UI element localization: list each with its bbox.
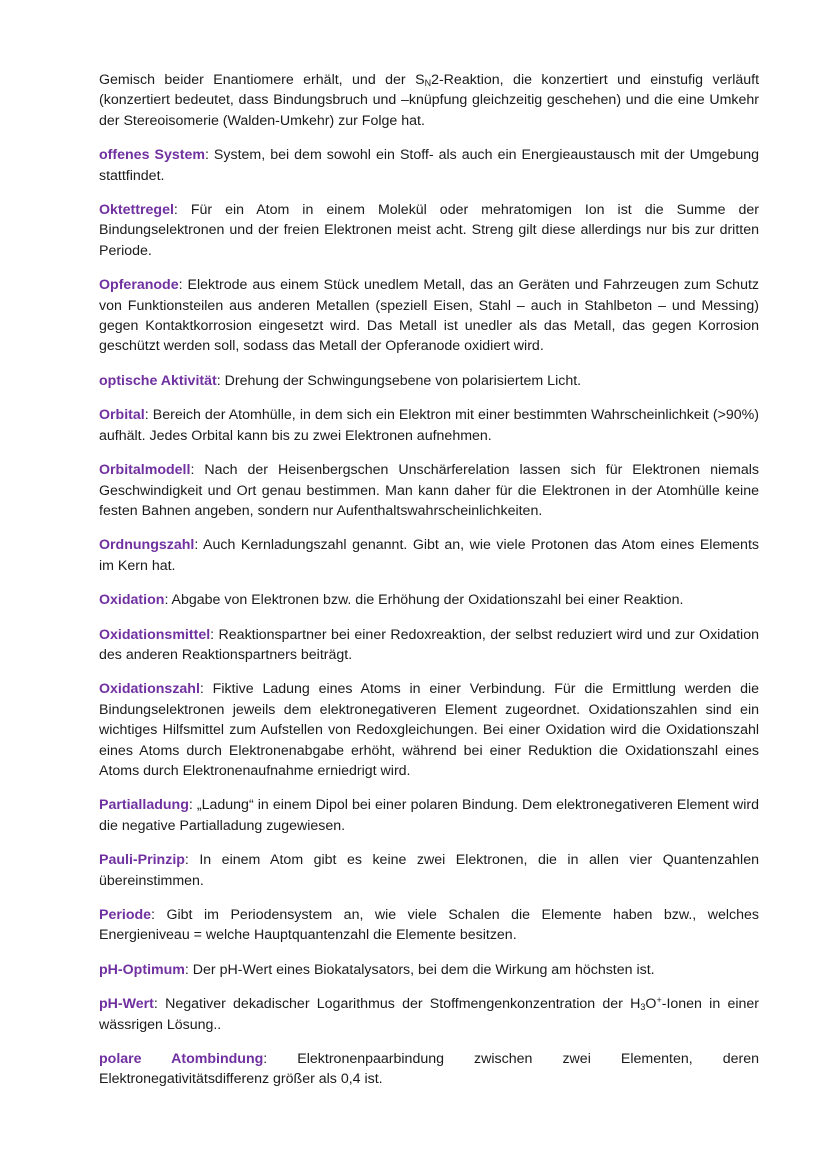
entry-term: Pauli-Prinzip — [99, 852, 185, 869]
entry-definition: : System, bei dem sowohl ein Stoff- als auch ein Energieaustausch mit der Umgebung stattfindet. — [99, 147, 760, 184]
glossary-entry — [99, 371, 759, 391]
entry-definition-part1: : Negativer dekadischer Logarithmus der Stoffmengenkonzentration der H — [153, 996, 641, 1013]
entry-definition: : Auch Kernladungszahl genannt. Gibt an, wie viele Protonen das Atom eines Elements im Kern hat. — [99, 537, 759, 574]
entry-term: Ordnungszahl — [99, 537, 195, 554]
glossary-entry — [99, 850, 759, 891]
intro-paragraph — [99, 70, 759, 131]
intro-subscript: N — [424, 78, 432, 88]
h3o-oxygen: O — [645, 996, 657, 1013]
entry-definition: : Bereich der Atomhülle, in dem sich ein Elektron mit einer bestimmten Wahrscheinlichkeit (>90%) aufhält. Jedes Orbital kann bis zu zwei Elektronen aufnehmen. — [99, 407, 759, 444]
glossary-entry — [99, 905, 759, 946]
intro-text-part1: Gemisch beider Enantiomere erhält, und der S — [99, 72, 425, 88]
entry-term: polare Atombindung — [99, 1051, 264, 1068]
entry-definition: : Der pH-Wert eines Biokatalysators, bei dem die Wirkung am höchsten ist. — [184, 961, 655, 978]
entry-definition-part2: -Ionen in einer wässrigen Lösung.. — [99, 996, 759, 1033]
glossary-entry — [99, 625, 759, 666]
entry-definition: : Reaktionspartner bei einer Redoxreaktion, der selbst reduziert wird und zur Oxidation des anderen Reaktionspartners beiträgt. — [99, 626, 759, 663]
intro-text-part2: 2-Reaktion, die konzertiert und einstufig verläuft (konzertiert bedeutet, dass Bindungsbruch und –knüpfung gleichzeitig geschehen) und die eine Umkehr der Stereoisomerie (Walden-Umkehr) zur Folge hat. — [99, 72, 760, 129]
entry-term: optische Aktivität — [99, 372, 217, 389]
h3o-superscript: + — [656, 995, 662, 1006]
glossary-page — [99, 70, 759, 1104]
entry-definition: : Fiktive Ladung eines Atoms in einer Verbindung. Für die Ermittlung werden die Bindungselektronen jeweils dem elektronegativeren Element zugeordnet. Oxidationszahlen sind ein wichtiges Hilfsmittel zum Aufstellen von Redoxgleichungen. Bei einer Oxidation wird die Oxidationszahl eines Atoms durch Elektronenabgabe erhöht, während bei einer Reduktion die Oxidationszahl eines Atoms durch Elektronenaufnahme erniedrigt wird. — [99, 681, 759, 779]
glossary-entries — [99, 145, 759, 980]
entry-term: Partialladung — [99, 797, 189, 814]
entry-term: Oxidationszahl — [99, 681, 200, 698]
entry-term: Orbitalmodell — [99, 462, 191, 479]
entry-term: Oxidationsmittel — [99, 626, 211, 643]
entry-term: pH-Wert — [99, 996, 154, 1013]
entry-term: offenes System — [99, 147, 205, 164]
entry-definition: : Drehung der Schwingungsebene von polarisiertem Licht. — [216, 372, 582, 389]
entry-term: Periode — [99, 907, 152, 923]
entry-term: Oxidation — [99, 592, 165, 609]
entry-term: Opferanode — [99, 277, 179, 294]
entry-definition: : Nach der Heisenbergschen Unschärferelation lassen sich für Elektronen niemals Geschwindigkeit und Ort genau bestimmen. Man kann daher für die Elektronen in der Atomhülle keine festen Bahnen angeben, sondern nur Aufenthaltswahrscheinlichkeiten. — [99, 462, 759, 519]
glossary-entry — [99, 460, 759, 521]
h3o-subscript: 3 — [640, 1002, 646, 1013]
entry-term: pH-Optimum — [99, 961, 185, 978]
entry-definition: : Elektrode aus einem Stück unedlem Metall, das an Geräten und Fahrzeugen zum Schutz von Funktionsteilen aus anderen Metallen (speziell Eisen, Stahl – auch in Stahlbeton – und Messing) gegen Kontaktkorrosion eingesetzt wird. Das Metall ist unedler als das Metall, das gegen Korrosion geschützt werden soll, sodass das Metall der Opferanode oxidiert wird. — [99, 277, 759, 355]
glossary-entry — [99, 200, 759, 261]
glossary-entry-polare-atombindung — [99, 1049, 759, 1090]
entry-definition: : Für ein Atom in einem Molekül oder mehratomigen Ion ist die Summe der Bindungselektronen und der freien Elektronen meist acht. Streng gilt diese allerdings nur bis zur dritten Periode. — [99, 202, 759, 259]
entry-definition: : Gibt im Periodensystem an, wie viele Schalen die Elemente haben bzw., welches Energieniveau = welche Hauptquantenzahl die Elemente besitzen. — [99, 907, 759, 944]
glossary-entry — [99, 795, 759, 836]
entry-definition: : „Ladung“ in einem Dipol bei einer polaren Bindung. Dem elektronegativeren Element wird die negative Partialladung zugewiesen. — [99, 797, 759, 834]
entry-definition: : Elektronenpaarbindung zwischen zwei Elementen, deren Elektronegativitätsdifferenz größer als 0,4 ist. — [99, 1051, 759, 1088]
entry-term: Orbital — [99, 407, 145, 424]
entry-definition: : In einem Atom gibt es keine zwei Elektronen, die in allen vier Quantenzahlen übereinstimmen. — [99, 852, 759, 889]
glossary-entry — [99, 535, 759, 576]
glossary-entry — [99, 679, 759, 781]
glossary-entry — [99, 405, 759, 446]
glossary-entry — [99, 145, 759, 186]
glossary-entry — [99, 590, 759, 610]
glossary-entry — [99, 960, 759, 980]
entry-term: Oktettregel — [99, 202, 174, 219]
entry-definition: : Abgabe von Elektronen bzw. die Erhöhung der Oxidationszahl bei einer Reaktion. — [164, 592, 684, 609]
glossary-entry — [99, 275, 759, 357]
glossary-entry-ph-wert — [99, 994, 759, 1035]
